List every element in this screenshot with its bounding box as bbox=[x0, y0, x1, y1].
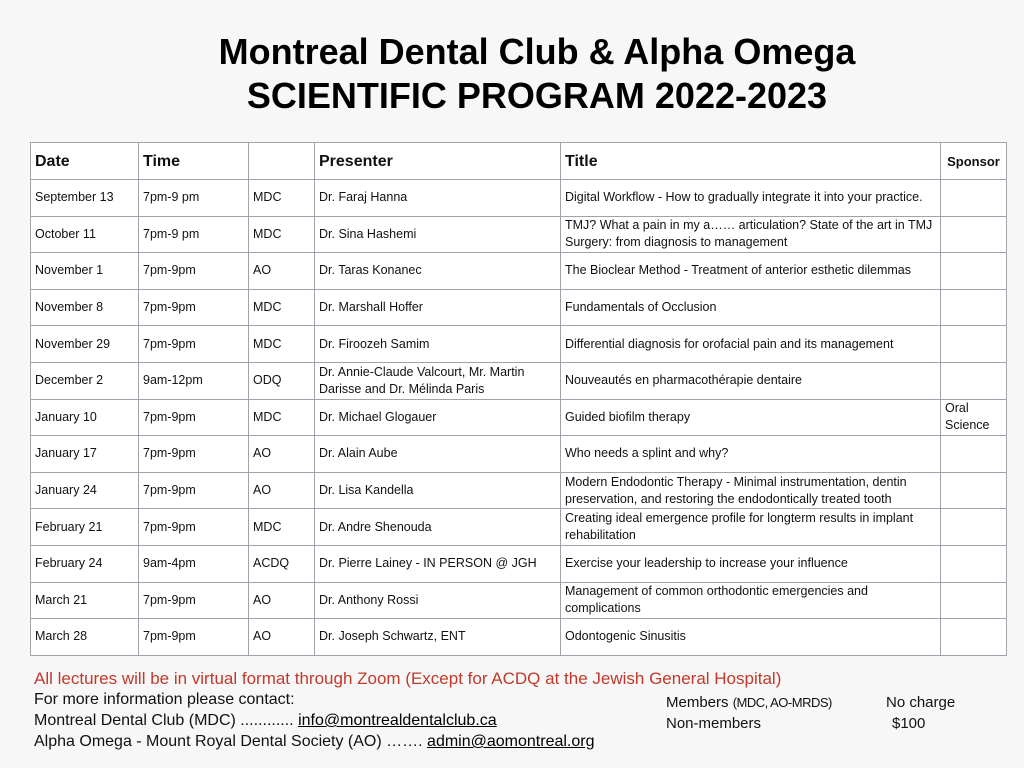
cell-presenter: Dr. Alain Aube bbox=[315, 436, 561, 473]
cell-title: The Bioclear Method - Treatment of anterior esthetic dilemmas bbox=[561, 253, 941, 290]
cell-time: 7pm-9pm bbox=[139, 436, 249, 473]
page-title bbox=[0, 30, 1024, 118]
fee-row-nonmembers bbox=[666, 713, 972, 734]
cell-date: January 17 bbox=[31, 436, 139, 473]
cell-date: January 24 bbox=[31, 472, 139, 509]
cell-time: 7pm-9pm bbox=[139, 253, 249, 290]
header-sponsor: Sponsor bbox=[941, 143, 1007, 180]
cell-date: November 29 bbox=[31, 326, 139, 363]
cell-presenter: Dr. Taras Konanec bbox=[315, 253, 561, 290]
cell-sponsor bbox=[941, 216, 1007, 253]
table-row bbox=[31, 619, 1007, 656]
cell-presenter: Dr. Pierre Lainey - IN PERSON @ JGH bbox=[315, 545, 561, 582]
header-org bbox=[249, 143, 315, 180]
cell-title: Fundamentals of Occlusion bbox=[561, 289, 941, 326]
cell-org: ODQ bbox=[249, 362, 315, 399]
cell-sponsor bbox=[941, 509, 1007, 546]
title-line-1: Montreal Dental Club & Alpha Omega bbox=[218, 31, 856, 72]
table-row bbox=[31, 180, 1007, 217]
cell-presenter: Dr. Sina Hashemi bbox=[315, 216, 561, 253]
table-row bbox=[31, 436, 1007, 473]
ao-email-link[interactable]: admin@aomontreal.org bbox=[427, 733, 595, 750]
program-table bbox=[30, 142, 1007, 656]
cell-sponsor bbox=[941, 289, 1007, 326]
mdc-email-link[interactable]: info@montrealdentalclub.ca bbox=[298, 712, 497, 729]
members-fee: No charge bbox=[886, 694, 956, 711]
cell-org: MDC bbox=[249, 326, 315, 363]
table-row bbox=[31, 582, 1007, 619]
cell-date: December 2 bbox=[31, 362, 139, 399]
table-row bbox=[31, 326, 1007, 363]
cell-time: 9am-4pm bbox=[139, 545, 249, 582]
cell-org: AO bbox=[249, 472, 315, 509]
table-row bbox=[31, 399, 1007, 436]
cell-sponsor bbox=[941, 619, 1007, 656]
table-row bbox=[31, 545, 1007, 582]
cell-org: MDC bbox=[249, 180, 315, 217]
cell-org: MDC bbox=[249, 509, 315, 546]
fees-box bbox=[666, 692, 972, 734]
cell-title: TMJ? What a pain in my a…… articulation? State of the art in TMJ Surgery: from diagnosis to management bbox=[561, 216, 941, 253]
cell-date: March 28 bbox=[31, 619, 139, 656]
cell-org: ACDQ bbox=[249, 545, 315, 582]
cell-title: Modern Endodontic Therapy - Minimal instrumentation, dentin preservation, and restoring the endodontically treated tooth bbox=[561, 472, 941, 509]
cell-time: 7pm-9pm bbox=[139, 289, 249, 326]
cell-presenter: Dr. Lisa Kandella bbox=[315, 472, 561, 509]
cell-time: 7pm-9pm bbox=[139, 399, 249, 436]
table-row bbox=[31, 289, 1007, 326]
contact-intro: For more information please contact: bbox=[34, 691, 295, 708]
virtual-format-note: All lectures will be in virtual format through Zoom (Except for ACDQ at the Jewish General Hospital) bbox=[34, 669, 782, 688]
cell-title: Management of common orthodontic emergencies and complications bbox=[561, 582, 941, 619]
header-presenter: Presenter bbox=[315, 143, 561, 180]
cell-date: November 1 bbox=[31, 253, 139, 290]
cell-time: 7pm-9pm bbox=[139, 472, 249, 509]
cell-date: October 11 bbox=[31, 216, 139, 253]
cell-title: Creating ideal emergence profile for longterm results in implant rehabilitation bbox=[561, 509, 941, 546]
header-time: Time bbox=[139, 143, 249, 180]
cell-title: Odontogenic Sinusitis bbox=[561, 619, 941, 656]
table-row bbox=[31, 472, 1007, 509]
cell-presenter: Dr. Annie-Claude Valcourt, Mr. Martin Darisse and Dr. Mélinda Paris bbox=[315, 362, 561, 399]
cell-date: January 10 bbox=[31, 399, 139, 436]
cell-time: 7pm-9pm bbox=[139, 509, 249, 546]
cell-date: March 21 bbox=[31, 582, 139, 619]
cell-presenter: Dr. Faraj Hanna bbox=[315, 180, 561, 217]
contact-mdc-label: Montreal Dental Club (MDC) ............ bbox=[34, 712, 299, 729]
title-line-2: SCIENTIFIC PROGRAM 2022-2023 bbox=[246, 75, 828, 116]
cell-time: 7pm-9pm bbox=[139, 619, 249, 656]
members-label: Members (MDC, AO-MRDS) bbox=[666, 694, 832, 711]
table-row bbox=[31, 216, 1007, 253]
cell-presenter: Dr. Andre Shenouda bbox=[315, 509, 561, 546]
cell-sponsor bbox=[941, 362, 1007, 399]
cell-title: Guided biofilm therapy bbox=[561, 399, 941, 436]
table-row bbox=[31, 253, 1007, 290]
table-row bbox=[31, 509, 1007, 546]
table-header-row bbox=[31, 143, 1007, 180]
cell-time: 7pm-9pm bbox=[139, 326, 249, 363]
cell-sponsor bbox=[941, 472, 1007, 509]
cell-time: 7pm-9pm bbox=[139, 582, 249, 619]
cell-time: 7pm-9 pm bbox=[139, 180, 249, 217]
cell-date: November 8 bbox=[31, 289, 139, 326]
nonmembers-label: Non-members bbox=[666, 715, 762, 732]
cell-date: February 21 bbox=[31, 509, 139, 546]
header-date: Date bbox=[31, 143, 139, 180]
cell-time: 9am-12pm bbox=[139, 362, 249, 399]
cell-title: Exercise your leadership to increase your influence bbox=[561, 545, 941, 582]
cell-sponsor bbox=[941, 545, 1007, 582]
cell-org: AO bbox=[249, 253, 315, 290]
cell-sponsor bbox=[941, 582, 1007, 619]
contact-ao bbox=[34, 731, 781, 752]
cell-org: AO bbox=[249, 619, 315, 656]
cell-sponsor bbox=[941, 253, 1007, 290]
header-title: Title bbox=[561, 143, 941, 180]
fee-row-members bbox=[666, 692, 972, 713]
cell-title: Digital Workflow - How to gradually integrate it into your practice. bbox=[561, 180, 941, 217]
cell-sponsor bbox=[941, 326, 1007, 363]
cell-title: Nouveautés en pharmacothérapie dentaire bbox=[561, 362, 941, 399]
program-table-body bbox=[31, 180, 1007, 656]
cell-date: September 13 bbox=[31, 180, 139, 217]
cell-org: MDC bbox=[249, 399, 315, 436]
cell-sponsor bbox=[941, 180, 1007, 217]
cell-org: AO bbox=[249, 436, 315, 473]
cell-sponsor: Oral Science bbox=[941, 399, 1007, 436]
table-row bbox=[31, 362, 1007, 399]
cell-title: Who needs a splint and why? bbox=[561, 436, 941, 473]
cell-sponsor bbox=[941, 436, 1007, 473]
contact-ao-label: Alpha Omega - Mount Royal Dental Society (AO) ……. bbox=[34, 733, 428, 750]
cell-title: Differential diagnosis for orofacial pain and its management bbox=[561, 326, 941, 363]
cell-org: MDC bbox=[249, 289, 315, 326]
cell-presenter: Dr. Anthony Rossi bbox=[315, 582, 561, 619]
cell-org: MDC bbox=[249, 216, 315, 253]
nonmembers-fee: $100 bbox=[892, 715, 926, 732]
cell-time: 7pm-9 pm bbox=[139, 216, 249, 253]
cell-date: February 24 bbox=[31, 545, 139, 582]
cell-presenter: Dr. Marshall Hoffer bbox=[315, 289, 561, 326]
members-orgs: (MDC, AO-MRDS) bbox=[732, 695, 832, 710]
cell-org: AO bbox=[249, 582, 315, 619]
cell-presenter: Dr. Joseph Schwartz, ENT bbox=[315, 619, 561, 656]
cell-presenter: Dr. Firoozeh Samim bbox=[315, 326, 561, 363]
cell-presenter: Dr. Michael Glogauer bbox=[315, 399, 561, 436]
